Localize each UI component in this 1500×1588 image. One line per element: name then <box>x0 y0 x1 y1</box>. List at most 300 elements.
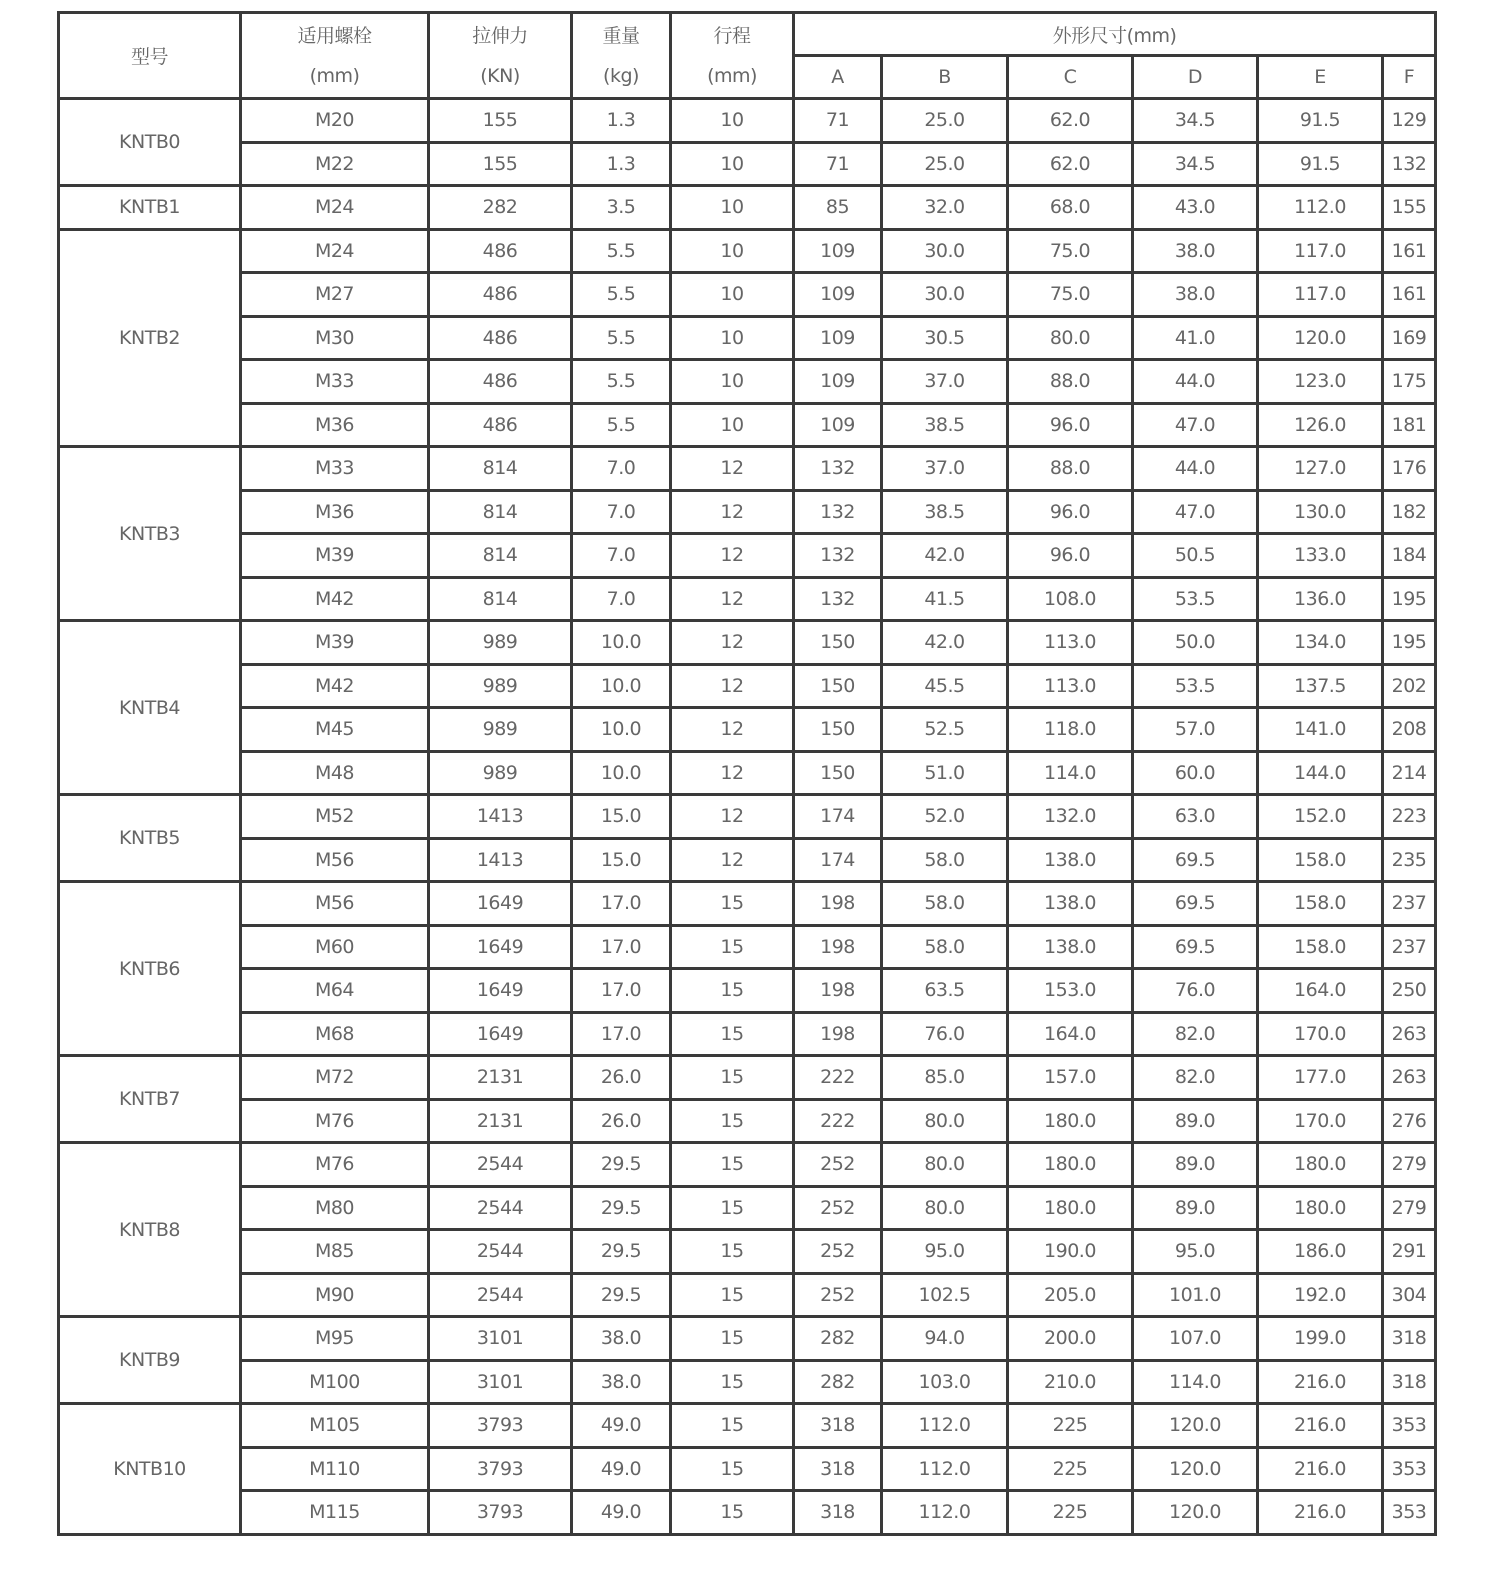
dim-f-cell: 214 <box>1383 751 1436 795</box>
dim-e-cell: 126.0 <box>1258 403 1383 447</box>
dim-f-cell: 250 <box>1383 969 1436 1013</box>
header-stroke-label: 行程 <box>713 24 751 47</box>
table-row <box>59 577 1436 621</box>
table-row <box>59 1230 1436 1274</box>
dim-c-cell: 108.0 <box>1008 577 1133 621</box>
table-row <box>59 1317 1436 1361</box>
dim-b-cell: 38.5 <box>882 490 1008 534</box>
stroke-cell: 15 <box>671 1404 794 1448</box>
table-row <box>59 273 1436 317</box>
stroke-cell: 12 <box>671 447 794 491</box>
dim-c-cell: 225 <box>1008 1404 1133 1448</box>
header-force-label: 拉伸力 <box>472 24 528 47</box>
force-cell: 2131 <box>429 1099 572 1143</box>
stroke-cell: 15 <box>671 1273 794 1317</box>
dim-c-cell: 190.0 <box>1008 1230 1133 1274</box>
table-row <box>59 447 1436 491</box>
dim-e-cell: 117.0 <box>1258 229 1383 273</box>
weight-cell: 10.0 <box>572 751 671 795</box>
table-row <box>59 1099 1436 1143</box>
weight-cell: 15.0 <box>572 795 671 839</box>
dim-c-cell: 225 <box>1008 1491 1133 1535</box>
force-cell: 2544 <box>429 1186 572 1230</box>
dim-d-cell: 47.0 <box>1133 403 1258 447</box>
model-cell: KNTB5 <box>59 795 241 882</box>
dim-e-cell: 158.0 <box>1258 882 1383 926</box>
bolt-cell: M24 <box>241 186 429 230</box>
dim-b-cell: 25.0 <box>882 99 1008 143</box>
dim-d-cell: 44.0 <box>1133 447 1258 491</box>
stroke-cell: 12 <box>671 664 794 708</box>
weight-cell: 5.5 <box>572 316 671 360</box>
dim-e-cell: 91.5 <box>1258 99 1383 143</box>
table-row <box>59 969 1436 1013</box>
dim-f-cell: 263 <box>1383 1012 1436 1056</box>
dim-c-cell: 62.0 <box>1008 142 1133 186</box>
dim-a-cell: 132 <box>794 490 882 534</box>
weight-cell: 17.0 <box>572 882 671 926</box>
dim-b-cell: 103.0 <box>882 1360 1008 1404</box>
weight-cell: 38.0 <box>572 1360 671 1404</box>
dim-c-cell: 164.0 <box>1008 1012 1133 1056</box>
table-row <box>59 708 1436 752</box>
stroke-cell: 15 <box>671 1012 794 1056</box>
dim-a-cell: 109 <box>794 229 882 273</box>
force-cell: 3101 <box>429 1317 572 1361</box>
stroke-cell: 15 <box>671 925 794 969</box>
dim-a-cell: 252 <box>794 1186 882 1230</box>
dim-b-cell: 51.0 <box>882 751 1008 795</box>
dim-b-cell: 37.0 <box>882 447 1008 491</box>
dim-f-cell: 291 <box>1383 1230 1436 1274</box>
dim-e-cell: 170.0 <box>1258 1012 1383 1056</box>
dim-c-cell: 88.0 <box>1008 360 1133 404</box>
table-body <box>59 99 1436 1535</box>
dim-f-cell: 353 <box>1383 1404 1436 1448</box>
bolt-cell: M105 <box>241 1404 429 1448</box>
dim-c-cell: 96.0 <box>1008 403 1133 447</box>
dim-f-cell: 129 <box>1383 99 1436 143</box>
stroke-cell: 12 <box>671 490 794 534</box>
model-cell: KNTB4 <box>59 621 241 795</box>
dim-a-cell: 318 <box>794 1404 882 1448</box>
dim-e-cell: 137.5 <box>1258 664 1383 708</box>
force-cell: 3793 <box>429 1447 572 1491</box>
force-cell: 3793 <box>429 1404 572 1448</box>
dim-a-cell: 282 <box>794 1317 882 1361</box>
bolt-cell: M24 <box>241 229 429 273</box>
dim-b-cell: 30.5 <box>882 316 1008 360</box>
table-row <box>59 795 1436 839</box>
header-dimensions: 外形尺寸(mm) <box>794 13 1436 56</box>
force-cell: 486 <box>429 273 572 317</box>
dim-e-cell: 130.0 <box>1258 490 1383 534</box>
dim-a-cell: 318 <box>794 1447 882 1491</box>
bolt-cell: M72 <box>241 1056 429 1100</box>
force-cell: 2544 <box>429 1273 572 1317</box>
dim-b-cell: 85.0 <box>882 1056 1008 1100</box>
dim-c-cell: 225 <box>1008 1447 1133 1491</box>
dim-f-cell: 237 <box>1383 925 1436 969</box>
table-row <box>59 1012 1436 1056</box>
dim-d-cell: 34.5 <box>1133 99 1258 143</box>
dim-e-cell: 158.0 <box>1258 838 1383 882</box>
dim-c-cell: 75.0 <box>1008 273 1133 317</box>
dim-a-cell: 150 <box>794 664 882 708</box>
dim-e-cell: 216.0 <box>1258 1491 1383 1535</box>
dim-d-cell: 82.0 <box>1133 1056 1258 1100</box>
header-dim-b: B <box>882 56 1008 99</box>
dim-f-cell: 223 <box>1383 795 1436 839</box>
dim-f-cell: 195 <box>1383 621 1436 665</box>
stroke-cell: 12 <box>671 577 794 621</box>
table-row <box>59 186 1436 230</box>
table-row <box>59 1360 1436 1404</box>
bolt-cell: M76 <box>241 1143 429 1187</box>
dim-a-cell: 71 <box>794 99 882 143</box>
dim-d-cell: 69.5 <box>1133 925 1258 969</box>
table-row <box>59 1491 1436 1535</box>
dim-e-cell: 91.5 <box>1258 142 1383 186</box>
dim-e-cell: 199.0 <box>1258 1317 1383 1361</box>
dim-e-cell: 133.0 <box>1258 534 1383 578</box>
stroke-cell: 12 <box>671 708 794 752</box>
dim-c-cell: 62.0 <box>1008 99 1133 143</box>
bolt-cell: M64 <box>241 969 429 1013</box>
dim-a-cell: 109 <box>794 316 882 360</box>
weight-cell: 49.0 <box>572 1447 671 1491</box>
dim-c-cell: 118.0 <box>1008 708 1133 752</box>
force-cell: 1649 <box>429 925 572 969</box>
stroke-cell: 15 <box>671 882 794 926</box>
dim-d-cell: 107.0 <box>1133 1317 1258 1361</box>
dim-e-cell: 216.0 <box>1258 1447 1383 1491</box>
model-cell: KNTB7 <box>59 1056 241 1143</box>
bolt-cell: M52 <box>241 795 429 839</box>
dim-a-cell: 198 <box>794 925 882 969</box>
dim-d-cell: 50.5 <box>1133 534 1258 578</box>
dim-d-cell: 120.0 <box>1133 1491 1258 1535</box>
dim-f-cell: 161 <box>1383 273 1436 317</box>
dim-a-cell: 132 <box>794 577 882 621</box>
weight-cell: 5.5 <box>572 273 671 317</box>
bolt-cell: M22 <box>241 142 429 186</box>
weight-cell: 26.0 <box>572 1056 671 1100</box>
dim-e-cell: 186.0 <box>1258 1230 1383 1274</box>
model-cell: KNTB6 <box>59 882 241 1056</box>
dim-b-cell: 94.0 <box>882 1317 1008 1361</box>
header-dim-a: A <box>794 56 882 99</box>
dim-d-cell: 38.0 <box>1133 229 1258 273</box>
dim-f-cell: 353 <box>1383 1447 1436 1491</box>
bolt-cell: M100 <box>241 1360 429 1404</box>
stroke-cell: 15 <box>671 1186 794 1230</box>
force-cell: 1649 <box>429 882 572 926</box>
stroke-cell: 15 <box>671 1491 794 1535</box>
stroke-cell: 15 <box>671 1317 794 1361</box>
force-cell: 1413 <box>429 795 572 839</box>
dim-d-cell: 63.0 <box>1133 795 1258 839</box>
weight-cell: 5.5 <box>572 360 671 404</box>
dim-d-cell: 101.0 <box>1133 1273 1258 1317</box>
dim-b-cell: 80.0 <box>882 1186 1008 1230</box>
dim-f-cell: 279 <box>1383 1143 1436 1187</box>
dim-e-cell: 144.0 <box>1258 751 1383 795</box>
bolt-cell: M42 <box>241 664 429 708</box>
force-cell: 1413 <box>429 838 572 882</box>
header-dim-e: E <box>1258 56 1383 99</box>
dim-b-cell: 32.0 <box>882 186 1008 230</box>
table-row <box>59 664 1436 708</box>
stroke-cell: 10 <box>671 229 794 273</box>
dim-a-cell: 132 <box>794 534 882 578</box>
header-weight <box>572 13 671 99</box>
stroke-cell: 15 <box>671 1056 794 1100</box>
dim-f-cell: 279 <box>1383 1186 1436 1230</box>
dim-b-cell: 112.0 <box>882 1447 1008 1491</box>
bolt-cell: M115 <box>241 1491 429 1535</box>
stroke-cell: 15 <box>671 1360 794 1404</box>
dim-d-cell: 43.0 <box>1133 186 1258 230</box>
header-bolt <box>241 13 429 99</box>
table-row <box>59 534 1436 578</box>
dim-b-cell: 95.0 <box>882 1230 1008 1274</box>
bolt-cell: M33 <box>241 360 429 404</box>
dim-b-cell: 37.0 <box>882 360 1008 404</box>
dim-d-cell: 57.0 <box>1133 708 1258 752</box>
force-cell: 989 <box>429 708 572 752</box>
dim-c-cell: 80.0 <box>1008 316 1133 360</box>
force-cell: 2544 <box>429 1143 572 1187</box>
weight-cell: 3.5 <box>572 186 671 230</box>
header-bolt-label: 适用螺栓 <box>297 24 372 47</box>
dim-c-cell: 180.0 <box>1008 1143 1133 1187</box>
dim-f-cell: 132 <box>1383 142 1436 186</box>
dim-a-cell: 222 <box>794 1056 882 1100</box>
dim-f-cell: 318 <box>1383 1317 1436 1361</box>
dim-a-cell: 252 <box>794 1230 882 1274</box>
dim-a-cell: 109 <box>794 273 882 317</box>
force-cell: 989 <box>429 751 572 795</box>
weight-cell: 17.0 <box>572 1012 671 1056</box>
bolt-cell: M56 <box>241 882 429 926</box>
table-row <box>59 925 1436 969</box>
dim-a-cell: 198 <box>794 882 882 926</box>
stroke-cell: 15 <box>671 1099 794 1143</box>
header-bolt-unit: (mm) <box>309 64 360 87</box>
table-row <box>59 490 1436 534</box>
model-cell: KNTB9 <box>59 1317 241 1404</box>
dim-a-cell: 132 <box>794 447 882 491</box>
dim-f-cell: 169 <box>1383 316 1436 360</box>
table-row <box>59 360 1436 404</box>
dim-f-cell: 318 <box>1383 1360 1436 1404</box>
dim-d-cell: 50.0 <box>1133 621 1258 665</box>
dim-c-cell: 205.0 <box>1008 1273 1133 1317</box>
bolt-cell: M85 <box>241 1230 429 1274</box>
force-cell: 814 <box>429 447 572 491</box>
header-model: 型号 <box>59 13 241 99</box>
force-cell: 486 <box>429 403 572 447</box>
table-row <box>59 621 1436 665</box>
dim-b-cell: 63.5 <box>882 969 1008 1013</box>
stroke-cell: 12 <box>671 534 794 578</box>
force-cell: 282 <box>429 186 572 230</box>
dim-e-cell: 117.0 <box>1258 273 1383 317</box>
table-row <box>59 316 1436 360</box>
dim-e-cell: 164.0 <box>1258 969 1383 1013</box>
force-cell: 3101 <box>429 1360 572 1404</box>
dim-a-cell: 198 <box>794 1012 882 1056</box>
bolt-cell: M39 <box>241 534 429 578</box>
bolt-cell: M60 <box>241 925 429 969</box>
dim-c-cell: 138.0 <box>1008 925 1133 969</box>
header-weight-unit: (kg) <box>603 64 639 87</box>
dim-b-cell: 112.0 <box>882 1491 1008 1535</box>
weight-cell: 17.0 <box>572 969 671 1013</box>
table-row <box>59 1273 1436 1317</box>
dim-f-cell: 195 <box>1383 577 1436 621</box>
header-stroke <box>671 13 794 99</box>
dim-b-cell: 30.0 <box>882 229 1008 273</box>
dim-c-cell: 88.0 <box>1008 447 1133 491</box>
dim-c-cell: 180.0 <box>1008 1186 1133 1230</box>
dim-f-cell: 182 <box>1383 490 1436 534</box>
weight-cell: 1.3 <box>572 142 671 186</box>
header-dim-d: D <box>1133 56 1258 99</box>
dim-a-cell: 252 <box>794 1143 882 1187</box>
bolt-cell: M76 <box>241 1099 429 1143</box>
dim-a-cell: 71 <box>794 142 882 186</box>
bolt-cell: M33 <box>241 447 429 491</box>
dim-d-cell: 95.0 <box>1133 1230 1258 1274</box>
table-row <box>59 403 1436 447</box>
dim-e-cell: 180.0 <box>1258 1143 1383 1187</box>
force-cell: 989 <box>429 621 572 665</box>
dim-d-cell: 89.0 <box>1133 1143 1258 1187</box>
dim-b-cell: 76.0 <box>882 1012 1008 1056</box>
dim-e-cell: 216.0 <box>1258 1404 1383 1448</box>
bolt-cell: M48 <box>241 751 429 795</box>
stroke-cell: 10 <box>671 360 794 404</box>
force-cell: 155 <box>429 142 572 186</box>
dim-c-cell: 138.0 <box>1008 882 1133 926</box>
bolt-cell: M42 <box>241 577 429 621</box>
weight-cell: 29.5 <box>572 1230 671 1274</box>
bolt-cell: M45 <box>241 708 429 752</box>
dim-b-cell: 58.0 <box>882 838 1008 882</box>
dim-c-cell: 113.0 <box>1008 664 1133 708</box>
bolt-cell: M68 <box>241 1012 429 1056</box>
table-row <box>59 882 1436 926</box>
dim-f-cell: 208 <box>1383 708 1436 752</box>
dim-e-cell: 127.0 <box>1258 447 1383 491</box>
header-dim-f: F <box>1383 56 1436 99</box>
dim-f-cell: 175 <box>1383 360 1436 404</box>
dim-a-cell: 222 <box>794 1099 882 1143</box>
weight-cell: 5.5 <box>572 403 671 447</box>
dim-d-cell: 89.0 <box>1133 1099 1258 1143</box>
dim-d-cell: 114.0 <box>1133 1360 1258 1404</box>
dim-f-cell: 263 <box>1383 1056 1436 1100</box>
dim-d-cell: 38.0 <box>1133 273 1258 317</box>
dim-f-cell: 155 <box>1383 186 1436 230</box>
bolt-cell: M36 <box>241 403 429 447</box>
bolt-cell: M27 <box>241 273 429 317</box>
bolt-cell: M20 <box>241 99 429 143</box>
table-row <box>59 1447 1436 1491</box>
weight-cell: 10.0 <box>572 664 671 708</box>
model-cell: KNTB2 <box>59 229 241 447</box>
dim-c-cell: 96.0 <box>1008 534 1133 578</box>
weight-cell: 7.0 <box>572 577 671 621</box>
model-cell: KNTB8 <box>59 1143 241 1317</box>
weight-cell: 7.0 <box>572 447 671 491</box>
dim-c-cell: 113.0 <box>1008 621 1133 665</box>
dim-b-cell: 42.0 <box>882 534 1008 578</box>
table-row <box>59 99 1436 143</box>
force-cell: 1649 <box>429 969 572 1013</box>
dim-b-cell: 25.0 <box>882 142 1008 186</box>
weight-cell: 10.0 <box>572 708 671 752</box>
weight-cell: 7.0 <box>572 490 671 534</box>
dim-f-cell: 176 <box>1383 447 1436 491</box>
dim-b-cell: 52.0 <box>882 795 1008 839</box>
dim-e-cell: 216.0 <box>1258 1360 1383 1404</box>
dim-d-cell: 82.0 <box>1133 1012 1258 1056</box>
stroke-cell: 12 <box>671 838 794 882</box>
dim-c-cell: 153.0 <box>1008 969 1133 1013</box>
table-header <box>59 13 1436 99</box>
spec-table <box>57 11 1437 1536</box>
header-force <box>429 13 572 99</box>
dim-b-cell: 80.0 <box>882 1099 1008 1143</box>
dim-f-cell: 276 <box>1383 1099 1436 1143</box>
stroke-cell: 12 <box>671 751 794 795</box>
dim-f-cell: 353 <box>1383 1491 1436 1535</box>
header-stroke-unit: (mm) <box>707 64 757 87</box>
bolt-cell: M95 <box>241 1317 429 1361</box>
dim-d-cell: 120.0 <box>1133 1447 1258 1491</box>
weight-cell: 10.0 <box>572 621 671 665</box>
dim-d-cell: 69.5 <box>1133 838 1258 882</box>
bolt-cell: M90 <box>241 1273 429 1317</box>
stroke-cell: 12 <box>671 795 794 839</box>
dim-b-cell: 58.0 <box>882 925 1008 969</box>
dim-e-cell: 120.0 <box>1258 316 1383 360</box>
dim-a-cell: 318 <box>794 1491 882 1535</box>
dim-d-cell: 53.5 <box>1133 577 1258 621</box>
weight-cell: 38.0 <box>572 1317 671 1361</box>
dim-a-cell: 150 <box>794 708 882 752</box>
force-cell: 486 <box>429 316 572 360</box>
dim-e-cell: 158.0 <box>1258 925 1383 969</box>
dim-b-cell: 42.0 <box>882 621 1008 665</box>
force-cell: 2131 <box>429 1056 572 1100</box>
force-cell: 814 <box>429 577 572 621</box>
force-cell: 3793 <box>429 1491 572 1535</box>
model-cell: KNTB0 <box>59 99 241 186</box>
dim-c-cell: 210.0 <box>1008 1360 1133 1404</box>
weight-cell: 26.0 <box>572 1099 671 1143</box>
dim-d-cell: 44.0 <box>1133 360 1258 404</box>
force-cell: 814 <box>429 490 572 534</box>
force-cell: 814 <box>429 534 572 578</box>
dim-a-cell: 150 <box>794 751 882 795</box>
dim-f-cell: 202 <box>1383 664 1436 708</box>
dim-e-cell: 192.0 <box>1258 1273 1383 1317</box>
table-row <box>59 838 1436 882</box>
